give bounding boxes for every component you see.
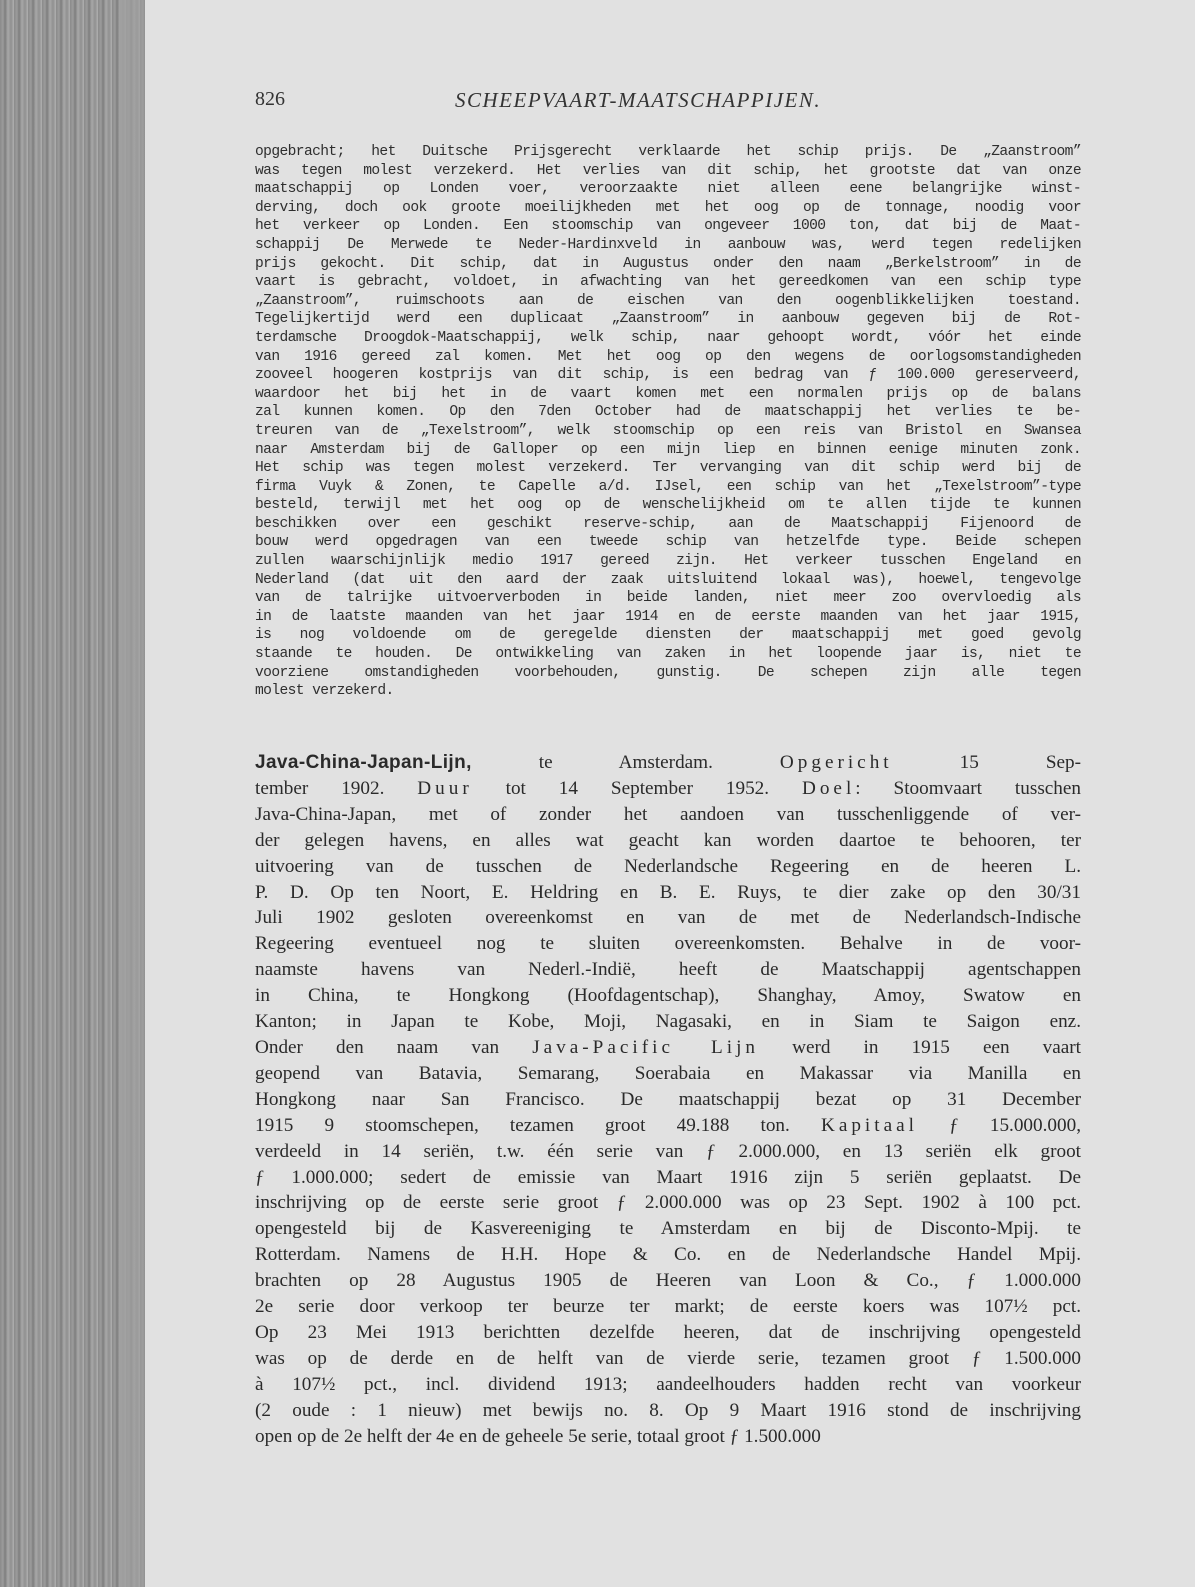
text-line: maatschappij op Londen voer, veroorzaakte niet alleen eene belangrijke winst- [255,181,1081,198]
text-line: 1915 9 stoomschepen, tezamen groot 49.188 ton. Kapitaal ƒ 15.000.000, [255,1114,1081,1136]
text-line: open op de 2e helft der 4e en de geheele 5e serie, totaal groot ƒ 1.500.000 [255,1425,821,1447]
page-header [255,88,1095,116]
text-line: schappij De Merwede te Neder-Hardinxveld in aanbouw was, werd tegen redelijken [255,236,1081,253]
text-line: was tegen molest verzekerd. Het verlies van dit schip, het grootste dat van onze [255,162,1081,179]
spaced-keyword: Java-Pacific Lijn [532,1036,760,1058]
spaced-keyword: Duur [417,777,473,799]
text-line: firma Vuyk & Zonen, te Capelle a/d. IJsel, een schip van het „Texelstroom”-type [255,478,1081,495]
entry-first-line [255,750,1081,776]
entry-founding-date: 15 Sep- [892,752,1081,773]
text-line: Nederland (dat uit den aard der zaak uitsluitend lokaal was), hoewel, tengevolge [255,571,1081,588]
spaced-keyword: Doel [801,777,856,799]
text-line: bouw werd opgedragen van een tweede schip van hetzelfde type. Beide schepen [255,534,1081,551]
page-number: 826 [255,88,285,110]
text-line: brachten op 28 Augustus 1905 de Heeren van Loon & Co., ƒ 1.000.000 [255,1270,1081,1292]
entry-body [255,776,1081,1450]
text-line: der gelegen havens, en alles wat geacht kan worden daartoe te behooren, ter [255,829,1081,851]
text-line: was op de derde en de helft van de vierde serie, tezamen groot ƒ 1.500.000 [255,1347,1081,1369]
text-line: zooveel hoogeren kostprijs van dit schip, is een bedrag van ƒ 100.000 gereserveerd, [255,367,1081,384]
text-line: molest verzekerd. [255,683,394,700]
text-line: terdamsche Droogdok-Maatschappij, welk schip, naar gehoopt wordt, vóór het einde [255,329,1081,346]
text-line: ƒ 1.000.000; sedert de emissie van Maart 1916 zijn 5 seriën geplaatst. De [255,1166,1081,1188]
text-line: voorziene omstandigheden voorbehouden, gunstig. De schepen zijn alle tegen [255,664,1081,681]
text-line: tember 1902. Duur tot 14 September 1952. Doel: Stoomvaart tusschen [255,777,1082,799]
text-line: in China, te Hongkong (Hoofdagentschap), Shanghay, Amoy, Swatow en [255,985,1081,1007]
text-line: het verkeer op Londen. Een stoomschip van ongeveer 1000 ton, dat bij de Maat- [255,218,1081,235]
text-line: Tegelijkertijd werd een duplicaat „Zaanstroom” in aanbouw gegeven bij de Rot- [255,311,1081,328]
text-line: Rotterdam. Namens de H.H. Hope & Co. en de Nederlandsche Handel Mpij. [255,1244,1081,1266]
text-line: van 1916 gereed zal komen. Met het oog op den wegens de oorlogsomstandigheden [255,348,1081,365]
text-line: zal kunnen komen. Op den 7den October had de maatschappij het verlies te be- [255,404,1081,421]
opgericht-label: Opgericht [779,752,893,773]
text-line: Juli 1902 gesloten overeenkomst en van de met de Nederlandsch-Indische [255,907,1081,929]
text-line: geopend van Batavia, Semarang, Soerabaia en Makassar via Manilla en [255,1062,1081,1084]
text-line: naamste havens van Nederl.-Indië, heeft de Maatschappij agentschappen [255,959,1081,981]
text-line: Het schip was tegen molest verzekerd. Ter vervanging van dit schip werd bij de [255,460,1081,477]
text-line: zullen waarschijnlijk medio 1917 gereed zijn. Het verkeer tusschen Engeland en [255,553,1081,570]
text-line: is nog voldoende om de geregelde diensten der maatschappij met goed gevolg [255,627,1081,644]
text-line: P. D. Op ten Noort, E. Heldring en B. E. Ruys, te dier zake op den 30/31 [255,881,1081,903]
text-line: verdeeld in 14 seriën, t.w. één serie van ƒ 2.000.000, en 13 seriën elk groot [255,1140,1081,1162]
text-line: Kanton; in Japan te Kobe, Moji, Nagasaki, en in Siam te Saigon enz. [255,1011,1081,1033]
company-entry [255,750,1081,1449]
text-line: treuren van de „Texelstroom”, welk stoomschip op een reis van Bristol en Swansea [255,422,1081,439]
running-title: SCHEEPVAART-MAATSCHAPPIJEN. [455,88,822,112]
text-line: Java-China-Japan, met of zonder het aandoen van tusschenliggende of ver- [255,803,1081,825]
text-line: opgebracht; het Duitsche Prijsgerecht verklaarde het schip prijs. De „Zaanstroom” [255,144,1081,160]
text-line: Onder den naam van Java-Pacific Lijn werd in 1915 een vaart [255,1036,1081,1058]
continued-paragraph [255,143,1081,701]
text-line: naar Amsterdam bij de Galloper op een mijn liep en binnen eenige minuten zonk. [255,441,1081,458]
text-line: Hongkong naar San Francisco. De maatschappij bezat op 31 December [255,1088,1081,1110]
text-line: uitvoering van de tusschen de Nederlandsche Regeering en de heeren L. [255,855,1081,877]
text-line: beschikken over een geschikt reserve-schip, aan de Maatschappij Fijenoord de [255,515,1081,532]
text-line: „Zaanstroom”, ruimschoots aan de eischen van den oogenblikkelijken toestand. [255,292,1081,309]
text-line: à 107½ pct., incl. dividend 1913; aandeelhouders hadden recht van voorkeur [255,1373,1081,1395]
text-line: inschrijving op de eerste serie groot ƒ 2.000.000 was op 23 Sept. 1902 à 100 pct. [255,1192,1081,1214]
text-line: Op 23 Mei 1913 berichtten dezelfde heeren, dat de inschrijving opengesteld [255,1321,1081,1343]
text-line: (2 oude : 1 nieuw) met bewijs no. 8. Op 9 Maart 1916 stond de inschrijving [255,1399,1081,1421]
spaced-keyword: Kapitaal [820,1114,918,1136]
entry-location: te Amsterdam. [471,752,780,773]
text-line: van de talrijke uitvoerverboden in beide landen, niet meer zoo overvloedig als [255,590,1081,607]
entry-title: Java-China-Japan-Lijn, [255,752,472,773]
text-line: prijs gekocht. Dit schip, dat in Augustus onder den naam „Berkelstroom” in de [255,255,1081,272]
text-line: staande te houden. De ontwikkeling van zaken in het loopende jaar is, niet te [255,646,1081,663]
text-line: vaart is gebracht, voldoet, in afwachting van het gereedkomen van een schip type [255,274,1081,291]
text-line: opengesteld bij de Kasvereeniging te Amsterdam en bij de Disconto-Mpij. te [255,1218,1081,1240]
text-line: waardoor het bij het in de vaart komen met een normalen prijs op de balans [255,385,1081,402]
text-line: derving, doch ook groote moeilijkheden met het oog op de tonnage, noodig voor [255,199,1081,216]
text-line: Regeering eventueel nog te sluiten overeenkomsten. Behalve in de voor- [255,933,1081,955]
text-line: 2e serie door verkoop ter beurze ter markt; de eerste koers was 107½ pct. [255,1296,1081,1318]
text-line: besteld, terwijl met het oog op de wenschelijkheid om te allen tijde te kunnen [255,497,1081,514]
text-line: in de laatste maanden van het jaar 1914 en de eerste maanden van het jaar 1915, [255,608,1081,625]
